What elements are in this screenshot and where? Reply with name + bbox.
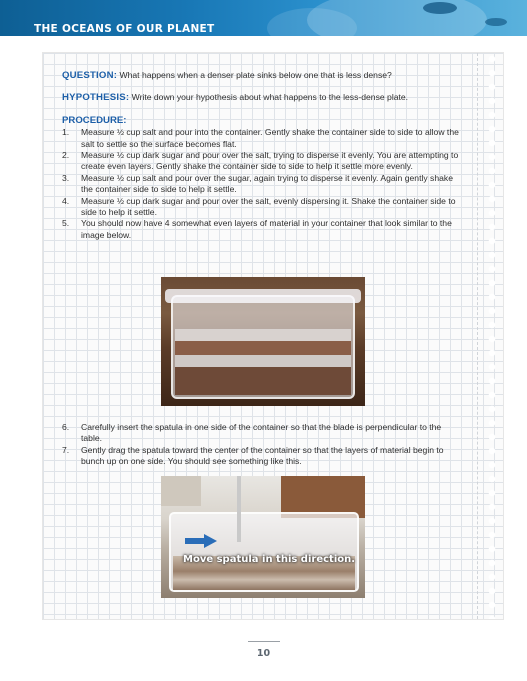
- list-item: [62, 150, 462, 173]
- arrow-right-icon: [185, 534, 217, 548]
- step-number: 3.: [62, 172, 70, 183]
- salt-layer: [175, 329, 351, 341]
- step-text: You should now have 4 somewhat even layers of material in your container that look similar to the image below.: [81, 218, 452, 240]
- hypothesis-text: Write down your hypothesis about what happens to the less-dense plate.: [129, 92, 409, 103]
- step-text: Measure ½ cup dark sugar and pour over the salt, evenly dispersing it. Shake the container side to side to help it settle.: [81, 195, 456, 218]
- step-number: 4.: [62, 195, 70, 206]
- list-item: [62, 422, 462, 445]
- worksheet-content-continued: [62, 422, 462, 468]
- list-item: [62, 445, 462, 468]
- section-title: THE OCEANS OF OUR PLANET: [34, 23, 215, 35]
- list-item: [62, 173, 462, 196]
- spatula-demonstration-photo: [161, 476, 365, 598]
- step-text: Gently drag the spatula toward the center of the container so that the layers of material begin to bunch up on one side. You should see something like this.: [81, 444, 444, 467]
- question-text: What happens when a denser plate sinks below one that is less dense?: [117, 70, 392, 80]
- step-number: 1.: [62, 127, 70, 138]
- salt-layer: [175, 355, 351, 367]
- photo-caption: Move spatula in this direction.: [183, 554, 356, 565]
- step-number: 2.: [62, 150, 70, 161]
- fish-icon: [423, 2, 457, 14]
- sugar-layer: [175, 367, 351, 395]
- step-text: Measure ½ cup salt and pour into the container. Gently shake the container side to side to allow the salt to settle so the surface becomes flat.: [81, 127, 459, 149]
- procedure-steps: [62, 127, 462, 241]
- list-item: [62, 127, 462, 150]
- hypothesis-block: [62, 92, 462, 103]
- layered-container-photo: [161, 277, 365, 406]
- step-number: 5.: [62, 218, 70, 229]
- question-block: [62, 70, 462, 81]
- step-number: 7.: [62, 444, 70, 455]
- step-text: Carefully insert the spatula in one side of the container so that the blade is perpendicular to the table.: [81, 422, 442, 444]
- spiral-binding-edge: [477, 53, 503, 619]
- question-label: QUESTION:: [62, 70, 118, 81]
- list-item: [62, 218, 462, 241]
- procedure-steps-continued: [62, 422, 462, 468]
- header-banner: [0, 0, 527, 36]
- list-item: [62, 196, 462, 219]
- step-text: Measure ½ cup salt and pour over the sugar, again trying to disperse it evenly. Again gently shake the container side to side to help it settle.: [81, 172, 453, 195]
- spatula: [237, 476, 241, 542]
- page-number: 10: [256, 648, 271, 659]
- sugar-layer: [175, 341, 351, 355]
- fish-icon: [485, 18, 507, 26]
- procedure-label: PROCEDURE:: [62, 114, 127, 126]
- worksheet-content: [62, 70, 462, 241]
- container-rim: [165, 289, 361, 303]
- hypothesis-label: HYPOTHESIS:: [62, 92, 130, 104]
- step-number: 6.: [62, 422, 70, 432]
- step-text: Measure ½ cup dark sugar and pour over the salt, trying to disperse it evenly. You are attempting to create even layers. Gently shake the container side to side to help it settle more evenly.: [81, 150, 459, 172]
- background-wall: [161, 476, 201, 506]
- footer-divider: [248, 641, 280, 642]
